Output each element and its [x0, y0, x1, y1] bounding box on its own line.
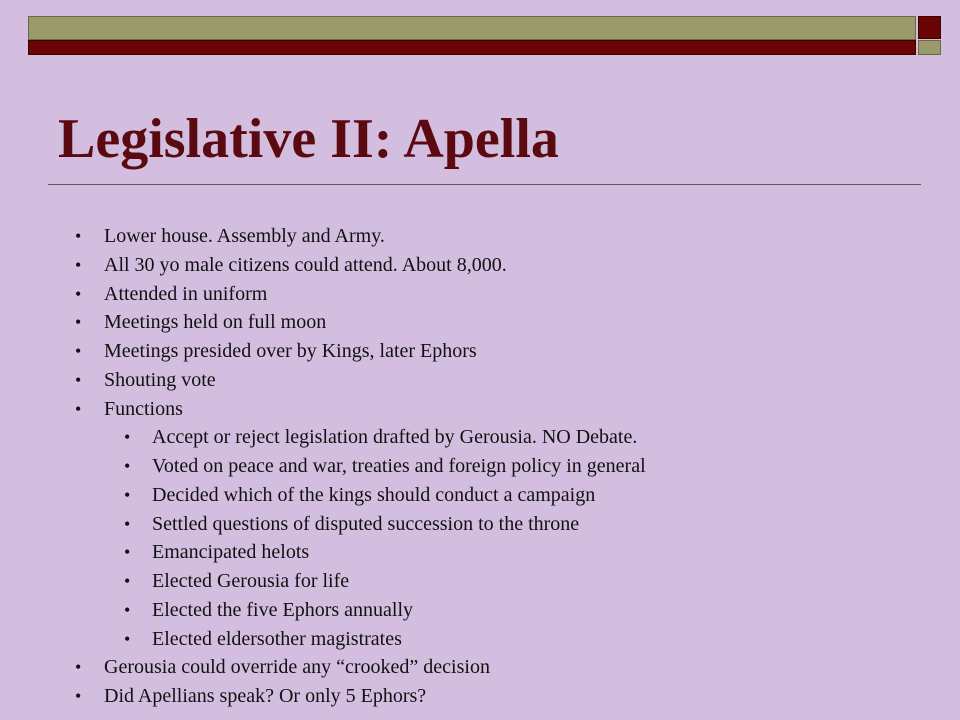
bullet-text: Meetings presided over by Kings, later Ephors [104, 340, 477, 362]
bullet-item [0, 653, 960, 682]
header-maroon-square [918, 16, 941, 39]
bullet-item [0, 395, 960, 424]
sub-bullet-text: Emancipated helots [152, 541, 310, 564]
bullet-dot: • [75, 341, 82, 361]
bullet-dot: • [124, 484, 131, 505]
bullet-dot: • [124, 513, 131, 534]
slide-title: Legislative II: Apella [58, 108, 559, 170]
bullet-dot: • [75, 283, 82, 304]
bullet-dot: • [75, 398, 82, 419]
bullet-dot: • [124, 427, 131, 448]
bullet-dot: • [75, 369, 82, 390]
bullet-item [0, 222, 960, 251]
bullet-dot: • [124, 542, 131, 563]
sub-bullet-item [0, 596, 960, 625]
bullet-dot: • [75, 254, 82, 275]
bullet-item [0, 280, 960, 309]
bullet-item [0, 682, 960, 711]
sub-bullet-item [0, 567, 960, 596]
bullet-text: Meetings held on full moon [104, 311, 327, 334]
bullet-text: Attended in uniform [104, 282, 268, 305]
bullet-dot: • [75, 226, 82, 246]
sub-bullet-text: Elected Gerousia for life [152, 570, 350, 592]
header-decoration [28, 16, 942, 56]
bullet-text: Gerousia could override any “crooked” decision [104, 656, 490, 679]
sub-bullet-item [0, 510, 960, 539]
bullet-dot: • [75, 657, 82, 678]
bullet-dot: • [75, 312, 82, 333]
sub-bullet-text: Elected eldersother magistrates [152, 627, 402, 650]
header-olive-bar [28, 16, 916, 40]
sub-bullet-text: Settled questions of disputed succession to the throne [152, 512, 580, 535]
bullet-item [0, 251, 960, 280]
sub-bullet-text: Elected the five Ephors annually [152, 598, 414, 621]
bullet-text: Shouting vote [104, 368, 216, 391]
bullet-dot: • [124, 599, 131, 620]
bullet-text: All 30 yo male citizens could attend. About 8,000. [104, 253, 507, 276]
bullet-dot: • [124, 571, 131, 591]
bullet-item [0, 308, 960, 337]
bullet-dot: • [124, 628, 131, 649]
bullet-list [0, 222, 960, 711]
sub-bullet-item [0, 625, 960, 654]
bullet-item [0, 337, 960, 366]
sub-bullet-item [0, 481, 960, 510]
bullet-text: Functions [104, 397, 183, 420]
sub-bullet-item [0, 452, 960, 481]
header-olive-square [918, 40, 941, 55]
bullet-text: Lower house. Assembly and Army. [104, 225, 385, 247]
bullet-dot: • [75, 686, 82, 706]
sub-bullet-text: Accept or reject legislation drafted by Gerousia. NO Debate. [152, 426, 638, 449]
sub-bullet-item [0, 538, 960, 567]
sub-bullet-item [0, 423, 960, 452]
bullet-text: Did Apellians speak? Or only 5 Ephors? [104, 685, 427, 707]
title-divider [48, 184, 921, 185]
sub-bullet-text: Voted on peace and war, treaties and foreign policy in general [152, 455, 646, 477]
header-maroon-bar [28, 40, 916, 55]
bullet-dot: • [124, 456, 131, 476]
bullet-item [0, 366, 960, 395]
sub-bullet-text: Decided which of the kings should conduct a campaign [152, 483, 596, 506]
